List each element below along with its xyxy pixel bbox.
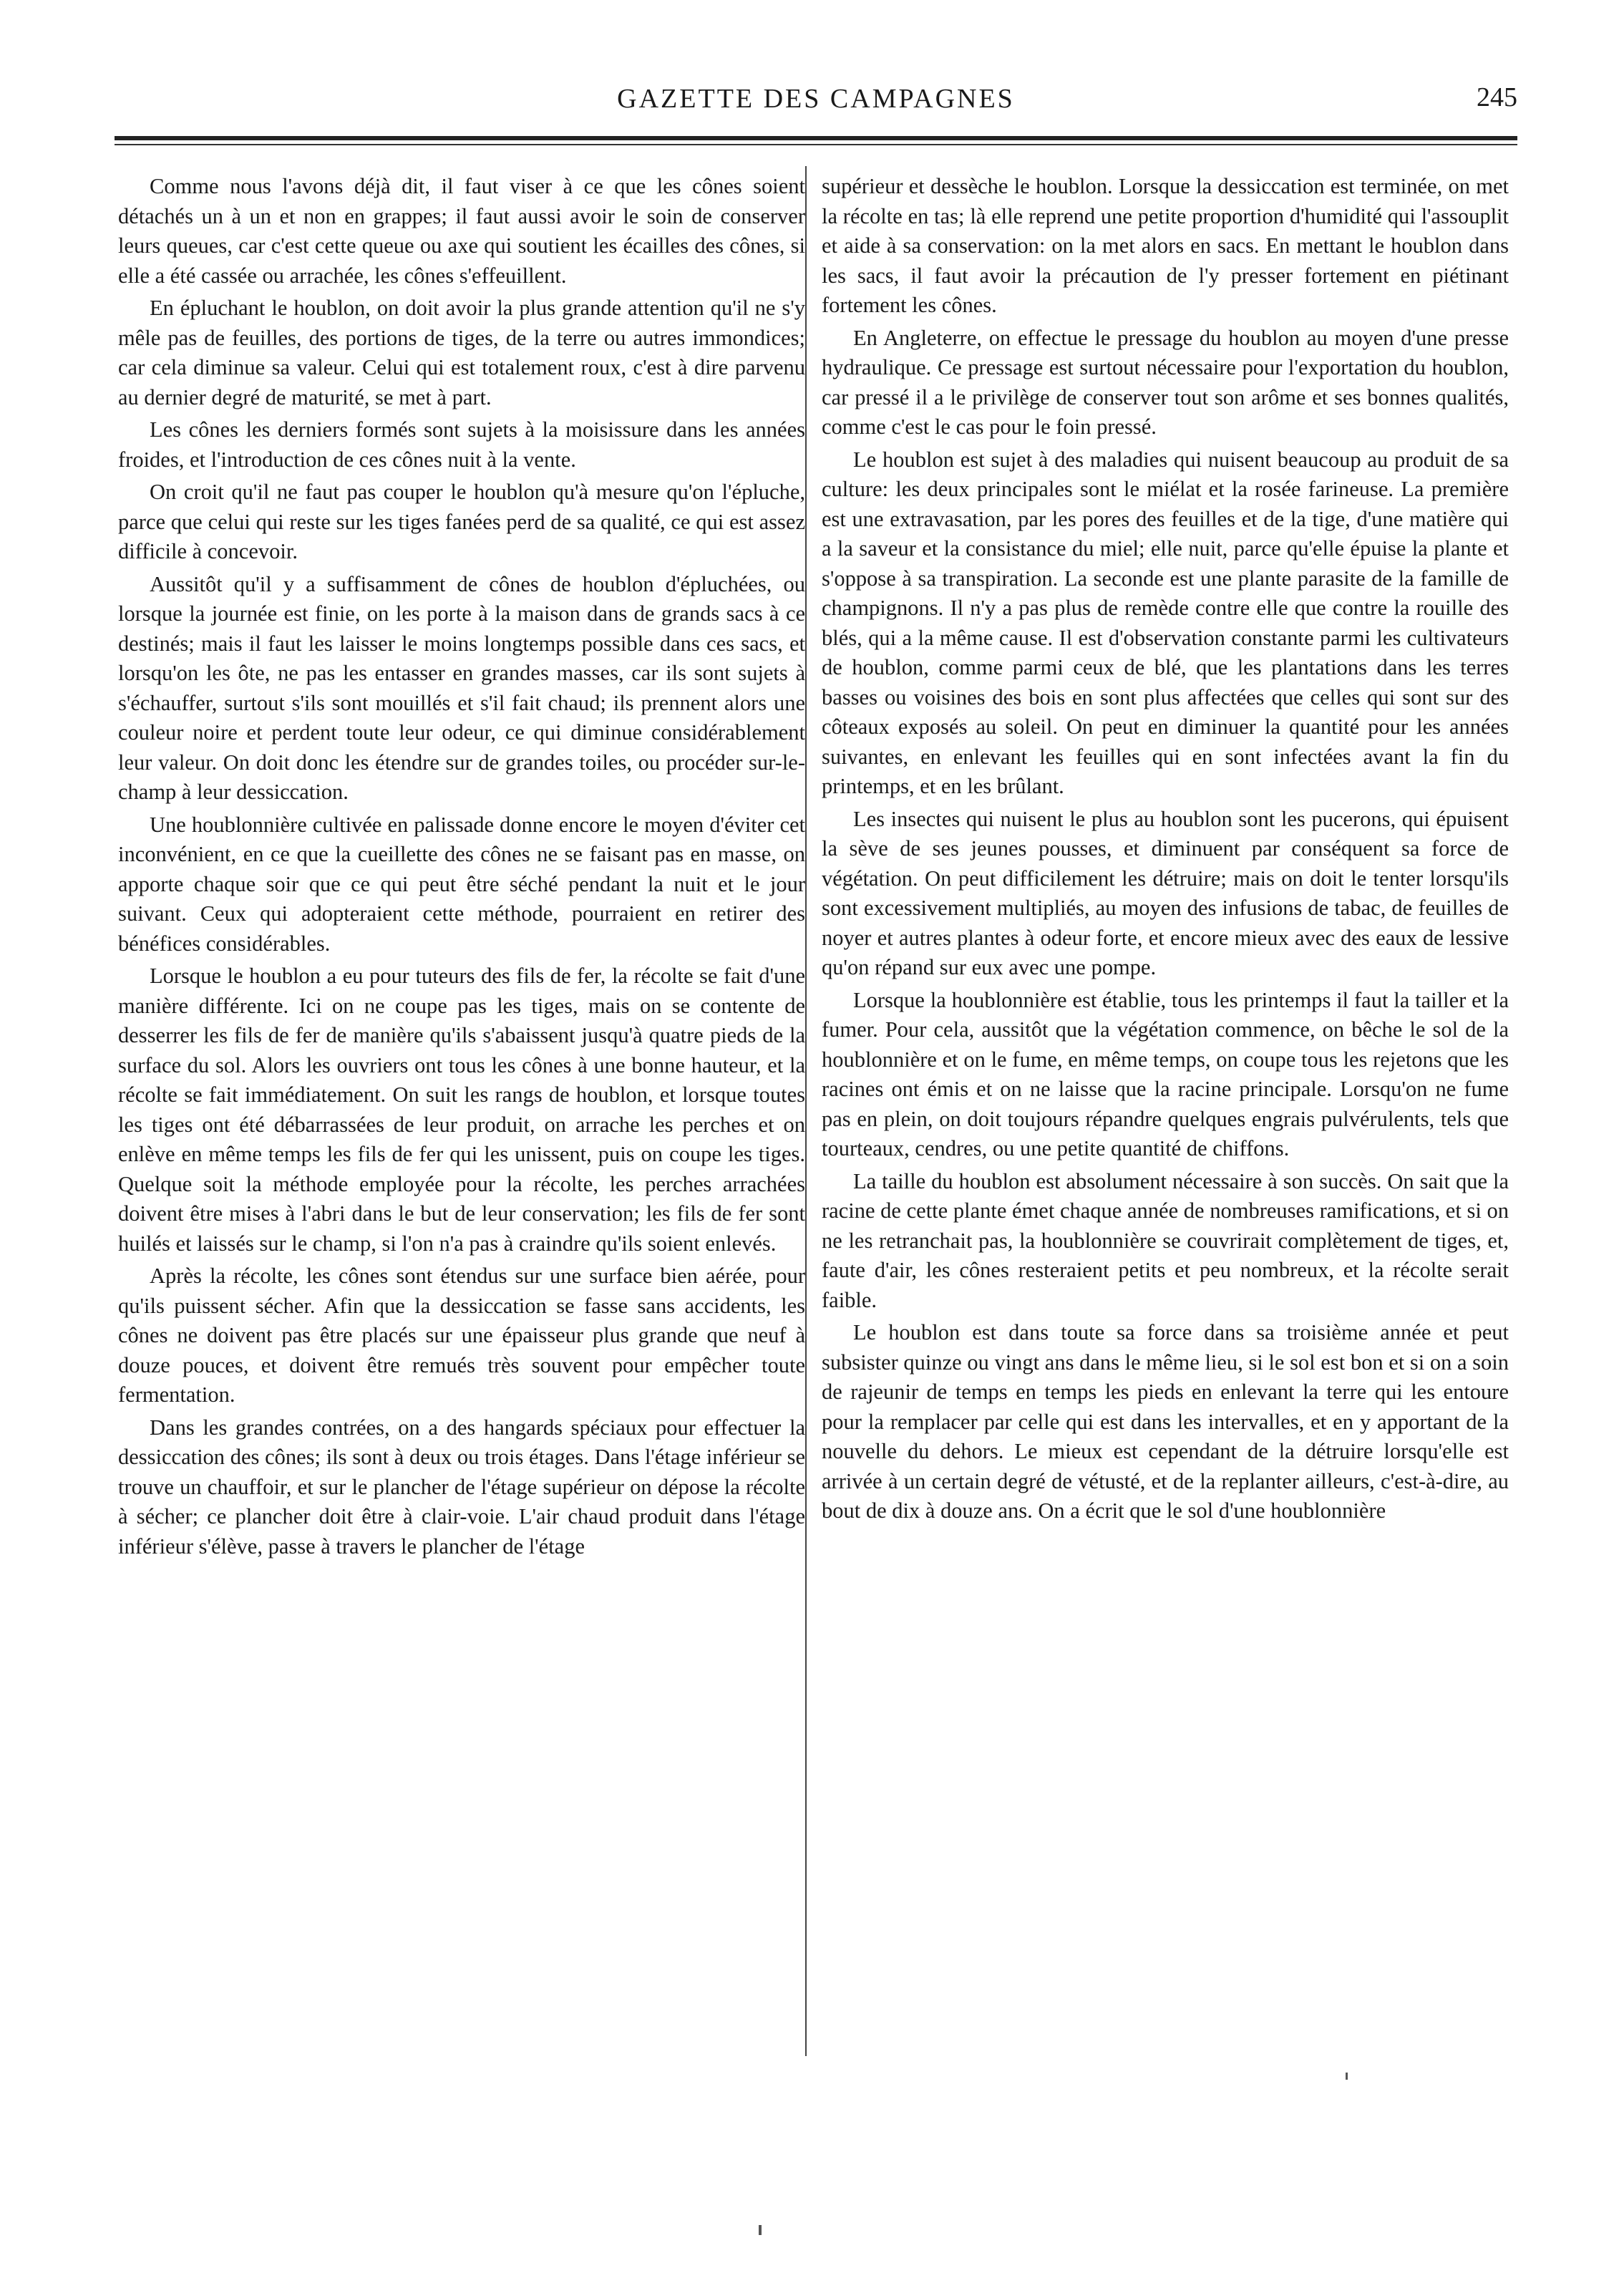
paragraph: Le houblon est sujet à des maladies qui nuisent beaucoup au produit de sa culture: les deux principales sont le miélat et la rosée farineuse. La première est une extravasation, par les pores des feuilles et de la tige, d'une matière qui a la saveur et la consistance du miel; elle nuit, parce qu'elle épuise la plante et s'oppose à sa transpiration. La seconde est une plante parasite de la famille de champignons. Il n'y a pas plus de remède contre elle que contre la rouille des blés, qui a la même cause. Il est d'observation constante parmi les cultivateurs de houblon, comme parmi ceux de blé, que les plantations dans les terres basses ou voisines des bois en sont plus affectées que celles qui sont sur des côteaux exposés au soleil. On peut en diminuer la quantité pour les années suivantes, en enlevant les feuilles qui en sont infectées avant la fin du printemps, et en les brûlant. [822, 447, 1509, 798]
paragraph: La taille du houblon est absolument nécessaire à son succès. On sait que la racine de cette plante émet chaque année de nombreuses ramifications, et si on ne les retranchait pas, la houblonnière se couvrirait complètement de tiges, et, faute d'air, les cônes resteraient petits et peu nombreux, et la récolte serait faible. [822, 1168, 1509, 1312]
column-divider [805, 166, 807, 2056]
paragraph: On croit qu'il ne faut pas couper le houblon qu'à mesure qu'on l'épluche, parce que celui qui reste sur les tiges fanées perd de sa qualité, ce qui est assez difficile à concevoir. [118, 480, 805, 563]
left-column [118, 172, 805, 2176]
paragraph: Lorsque le houblon a eu pour tuteurs des fils de fer, la récolte se fait d'une manière différente. Ici on ne coupe pas les tiges, mais on se contente de desserrer les fils de fer de manière qu'ils s'abaissent jusqu'à quatre pieds de la surface du sol. Alors les ouvriers ont tous les cônes à une bonne hauteur, et la récolte se fait immédiatement. On suit les rangs de houblon, et lorsque toutes les tiges ont été débarrassées de leur produit, on arrache les perches et on enlève en même temps les fils de fer qui les unissent, puis on coupe les tiges. Quelque soit la méthode employée pour la récolte, les perches arrachées doivent être mises à l'abri dans le but de leur conservation; les fils de fer sont huilés et laissés sur le champ, si l'on n'a pas à craindre qu'ils soient enlevés. [118, 964, 805, 1256]
paragraph: Comme nous l'avons déjà dit, il faut viser à ce que les cônes soient détachés un à un et non en grappes; il faut aussi avoir le soin de conserver leurs queues, car c'est cette queue ou axe qui soutient les écailles des cônes, si elle a été cassée ou arrachée, les cônes s'effeuillent. [118, 174, 805, 288]
paragraph: Lorsque la houblonnière est établie, tous les printemps il faut la tailler et la fumer. Pour cela, aussitôt que la végétation commence, on bêche le sol de la houblonnière et on le fume, en même temps, on coupe tous les rejetons que les racines ont émis et on ne laisse que la racine principale. Lorsqu'on ne fume pas en plein, on doit toujours répandre quelques engrais pulvérulents, tels que tourteaux, cendres, ou une petite quantité de chiffons. [822, 987, 1509, 1160]
paragraph: En épluchant le houblon, on doit avoir la plus grande attention qu'il ne s'y mêle pas de feuilles, des portions de tiges, de la terre ou autres immondices; car cela diminue sa valeur. Celui qui est totalement roux, c'est à dire parvenu au dernier degré de maturité, se met à part. [118, 296, 805, 409]
paragraph: Le houblon est dans toute sa force dans sa troisième année et peut subsister quinze ou vingt ans dans le même lieu, si le sol est bon et si on a soin de rajeunir de temps en temps les pieds en enlevant la terre qui les entoure pour la remplacer par celle qui est dans les intervalles, et en y apportant de la nouvelle du dehors. Le mieux est cependant de la détruire lorsqu'elle est arrivée à un certain degré de vétusté, et de la replanter ailleurs, c'est-à-dire, au bout de dix à douze ans. On a écrit que le sol d'une houblonnière [822, 1320, 1509, 1523]
paragraph: Les cônes les derniers formés sont sujets à la moisissure dans les années froides, et l'introduction de ces cônes nuit à la vente. [118, 417, 805, 472]
paragraph: Dans les grandes contrées, on a des hangards spéciaux pour effectuer la dessiccation des cônes; ils sont à deux ou trois étages. Dans l'étage inférieur se trouve un chauffoir, et sur le plancher de l'étage supérieur on dépose la récolte à sécher; ce plancher doit être à clair-voie. L'air chaud produit dans l'étage inférieur s'élève, passe à travers le plancher de l'étage [118, 1415, 805, 1559]
header-rule-thin [115, 144, 1517, 145]
paragraph: En Angleterre, on effectue le pressage du houblon au moyen d'une presse hydraulique. Ce pressage est surtout nécessaire pour l'exportation du houblon, car pressé il a le privilège de conserver tout son arôme et ses bonnes qualités, comme c'est le cas pour le foin pressé. [822, 325, 1509, 439]
paragraph: Une houblonnière cultivée en palissade donne encore le moyen d'éviter cet inconvénient, en ce que la cueillette des cônes ne se faisant pas en masse, on apporte chaque soir que ce qui peut être séché pendant la nuit et le jour suivant. Ceux qui adopteraient cette méthode, pourraient en retirer des bénéfices considérables. [118, 812, 805, 956]
paragraph: Aussitôt qu'il y a suffisamment de cônes de houblon d'épluchées, ou lorsque la journée est finie, on les porte à la maison dans de grands sacs à ce destinés; mais il faut les laisser le moins longtemps possible dans ces sacs, et lorsqu'on les ôte, ne pas les entasser en grandes masses, car ils sont sujets à s'échauffer, surtout s'ils sont mouillés et s'il fait chaud; ils prennent alors une couleur noire et perdent toute leur odeur, ce qui diminue considérablement leur valeur. On doit donc les étendre sur de grandes toiles, ou procéder sur-le-champ à leur dessiccation. [118, 571, 805, 804]
page-header [115, 77, 1517, 120]
margin-mark [1346, 2073, 1348, 2080]
page-number: 245 [1477, 82, 1517, 112]
paragraph: Les insectes qui nuisent le plus au houblon sont les pucerons, qui épuisent la sève de ses jeunes pousses, et diminuent par conséquent sa force de végétation. On peut difficilement les détruire; mais on doit le tenter lorsqu'ils sont excessivement multipliés, au moyen des infusions de tabac, de feuilles de noyer et autres plantes à odeur forte, et encore mieux avec des eaux de lessive qu'on répand sur eux avec une pompe. [822, 806, 1509, 979]
paragraph-continued: supérieur et dessèche le houblon. Lorsque la dessiccation est terminée, on met la récolte en tas; là elle reprend une petite proportion d'humidité qui l'assouplit et aide à sa conservation: on la met alors en sacs. En mettant le houblon dans les sacs, il faut avoir la précaution de l'y presser fortement en piétinant fortement les cônes. [822, 174, 1509, 317]
page-title: GAZETTE DES CAMPAGNES [617, 84, 1015, 114]
header-rule-thick [115, 136, 1517, 140]
right-column [822, 172, 1509, 2176]
margin-mark [759, 2225, 762, 2235]
paragraph: Après la récolte, les cônes sont étendus sur une surface bien aérée, pour qu'ils puissent sécher. Afin que la dessiccation se fasse sans accidents, les cônes ne doivent pas être placés sur une épaisseur plus grande que neuf à douze pouces, et doivent être remués très souvent pour empêcher toute fermentation. [118, 1264, 805, 1407]
